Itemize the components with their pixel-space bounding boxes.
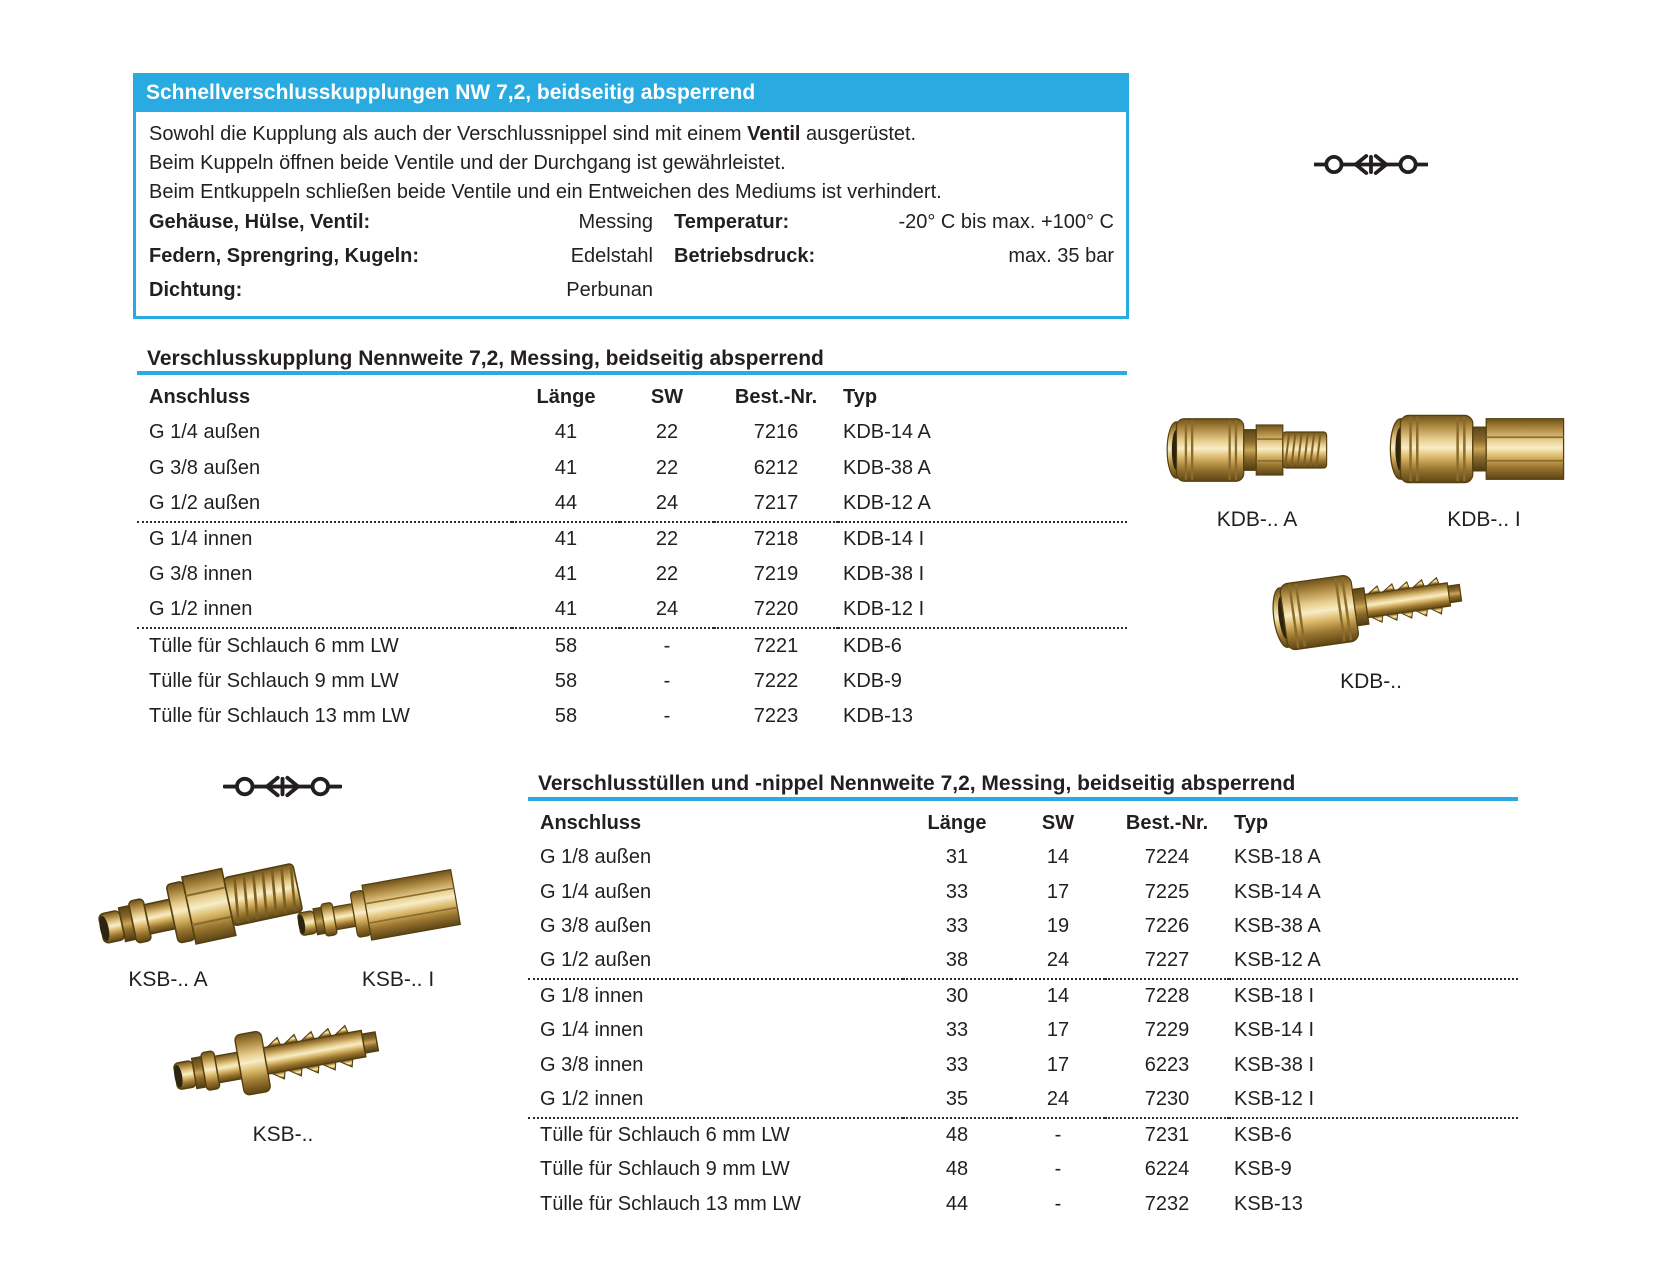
cell-sw: -: [663, 669, 671, 692]
cell-typ: KDB-12 I: [838, 593, 1127, 629]
column-header: Best.-Nr.: [734, 386, 818, 408]
cell-laenge: 44: [512, 486, 620, 522]
cell-bestnr: 7225: [1144, 880, 1190, 903]
cell-bestnr: 7230: [1105, 1083, 1229, 1118]
cell-sw: -: [1054, 1192, 1062, 1215]
cell-anschluss: Tülle für Schlauch 13 mm LW: [149, 705, 410, 728]
table-title: Verschlusstüllen und -nippel Nennweite 7,2, Messing, beidseitig absperrend: [538, 772, 1296, 795]
cell-anschluss: G 1/8 außen: [540, 845, 652, 868]
cell-laenge: 41: [554, 421, 578, 444]
column-header: Typ: [843, 386, 878, 408]
cell-laenge: 58: [554, 634, 578, 657]
table-row: [528, 909, 1518, 944]
cell-bestnr: 7217: [714, 486, 838, 522]
cell-anschluss: G 1/8 innen: [540, 985, 644, 1008]
cell-bestnr: 7226: [1144, 915, 1190, 938]
column-header: SW: [1041, 811, 1075, 834]
cell-typ: KSB-12 I: [1229, 1083, 1518, 1118]
cell-anschluss: Tülle für Schlauch 9 mm LW: [540, 1158, 790, 1181]
info-box: [133, 73, 1129, 319]
column-header: Länge: [927, 811, 987, 834]
cell-sw: 22: [655, 528, 679, 551]
description-text: ausgerüstet.: [800, 123, 917, 145]
cell-sw: 19: [1046, 915, 1070, 938]
cell-sw: 17: [1046, 880, 1070, 903]
cell-bestnr: 7221: [753, 634, 799, 657]
cell-anschluss: G 3/8 innen: [149, 563, 253, 586]
cell-sw: 24: [620, 593, 714, 629]
table-row: [137, 415, 1127, 451]
cell-bestnr: 7229: [1144, 1019, 1190, 1042]
spec-value: max. 35 bar: [1008, 245, 1114, 267]
cell-laenge: 44: [945, 1192, 969, 1215]
spec-row: [136, 245, 1126, 275]
cell-laenge: 33: [945, 915, 969, 938]
column-header: Typ: [1234, 811, 1269, 834]
cell-typ: KSB-6: [1234, 1123, 1292, 1146]
product-photo-kdb-a: [1164, 385, 1336, 520]
cell-typ: KSB-12 A: [1229, 944, 1518, 979]
table-row: [137, 699, 1127, 735]
table-row: [528, 1118, 1518, 1153]
cell-bestnr: 7219: [753, 563, 799, 586]
cell-anschluss: Tülle für Schlauch 6 mm LW: [149, 634, 399, 657]
table-row: [528, 1187, 1518, 1222]
table-row: [528, 1048, 1518, 1083]
cell-typ: KSB-38 I: [1234, 1053, 1315, 1076]
description-line-3: Beim Entkuppeln schließen beide Ventile und ein Entweichen des Mediums ist verhindert.: [149, 181, 942, 203]
cell-sw: 14: [1046, 845, 1070, 868]
table-row: [137, 486, 1127, 522]
cell-laenge: 41: [512, 593, 620, 629]
cell-anschluss: G 1/4 außen: [540, 880, 652, 903]
cell-bestnr: 6224: [1144, 1158, 1190, 1181]
cell-laenge: 30: [945, 985, 969, 1008]
column-header: Anschluss: [540, 811, 642, 834]
cell-typ: KDB-9: [843, 669, 902, 692]
ksb-table: [528, 806, 1518, 1222]
description-line-1: [149, 123, 916, 146]
description-bold: Ventil: [747, 123, 801, 145]
cell-laenge: 41: [554, 528, 578, 551]
cell-bestnr: 7223: [753, 705, 799, 728]
spec-row: [136, 279, 1126, 309]
cell-bestnr: 7216: [753, 421, 799, 444]
cell-typ: KSB-14 A: [1234, 880, 1321, 903]
cell-sw: 22: [655, 456, 679, 479]
column-header: SW: [650, 386, 684, 408]
cell-laenge: 58: [554, 669, 578, 692]
cell-sw: -: [1054, 1123, 1062, 1146]
spec-value: Messing: [578, 211, 653, 233]
spec-label: Federn, Sprengring, Kugeln:: [149, 245, 420, 267]
cell-bestnr: 7220: [714, 593, 838, 629]
description-line-2: Beim Kuppeln öffnen beide Ventile und der Durchgang ist gewährleistet.: [149, 152, 786, 174]
info-box-title: Schnellverschlusskupplungen NW 7,2, beidseitig absperrend: [133, 73, 1129, 112]
cell-laenge: 33: [945, 1019, 969, 1042]
photo-label-kdb: KDB-..: [1340, 670, 1402, 693]
cell-bestnr: 7222: [753, 669, 799, 692]
cell-laenge: 58: [554, 705, 578, 728]
cell-sw: 14: [1046, 985, 1070, 1008]
cell-laenge: 48: [945, 1123, 969, 1146]
spec-label: Dichtung:: [149, 279, 243, 301]
cell-sw: 22: [655, 421, 679, 444]
cell-bestnr: 6212: [753, 456, 799, 479]
title-rule: [528, 797, 1518, 801]
cell-typ: KDB-6: [843, 634, 902, 657]
table-row: [528, 1083, 1518, 1118]
product-photo-kdb-hose: [1263, 535, 1478, 682]
cell-laenge: 48: [945, 1158, 969, 1181]
table-row: [137, 451, 1127, 487]
photo-label-kdb-i: KDB-.. I: [1447, 508, 1521, 531]
column-header: Anschluss: [149, 386, 251, 408]
table-row: [137, 593, 1127, 629]
cell-laenge: 31: [945, 845, 969, 868]
cell-bestnr: 7218: [753, 528, 799, 551]
table-header-row: [528, 806, 1518, 840]
cell-bestnr: 7224: [1144, 845, 1190, 868]
cell-typ: KDB-38 A: [843, 456, 931, 479]
cell-bestnr: 7227: [1105, 944, 1229, 979]
cell-typ: KDB-14 A: [843, 421, 931, 444]
cell-anschluss: Tülle für Schlauch 6 mm LW: [540, 1123, 790, 1146]
table-row: [528, 944, 1518, 979]
cell-typ: KDB-12 A: [838, 486, 1127, 522]
photo-label-kdb-a: KDB-.. A: [1216, 508, 1298, 531]
cell-sw: -: [663, 705, 671, 728]
cell-typ: KSB-14 I: [1234, 1019, 1315, 1042]
cell-sw: 22: [655, 563, 679, 586]
cell-typ: KSB-13: [1234, 1192, 1303, 1215]
column-header: Länge: [536, 386, 596, 408]
cell-typ: KSB-38 A: [1234, 915, 1321, 938]
table-row: [528, 875, 1518, 910]
cell-laenge: 35: [903, 1083, 1011, 1118]
product-photo-ksb-hose: [157, 985, 412, 1135]
description-text: Sowohl die Kupplung als auch der Verschlussnippel sind mit einem: [149, 123, 748, 145]
cell-sw: 17: [1046, 1019, 1070, 1042]
cell-sw: 17: [1046, 1053, 1070, 1076]
photo-label-ksb-a: KSB-.. A: [128, 968, 208, 991]
table-row: [137, 628, 1127, 664]
coupling-symbol-icon: [1314, 149, 1428, 180]
cell-anschluss: Tülle für Schlauch 13 mm LW: [540, 1192, 801, 1215]
cell-laenge: 33: [945, 880, 969, 903]
cell-anschluss: G 1/2 außen: [528, 944, 903, 979]
table-row: [528, 979, 1518, 1014]
spec-value: Edelstahl: [570, 245, 653, 267]
cell-laenge: 33: [945, 1053, 969, 1076]
photo-label-ksb-i: KSB-.. I: [361, 968, 435, 991]
spec-label: Temperatur:: [674, 211, 790, 233]
table-title: Verschlusskupplung Nennweite 7,2, Messing, beidseitig absperrend: [147, 347, 824, 370]
cell-anschluss: G 1/2 innen: [528, 1083, 903, 1118]
cell-laenge: 41: [554, 563, 578, 586]
spec-value: -20° C bis max. +100° C: [898, 211, 1114, 233]
cell-sw: -: [663, 634, 671, 657]
spec-label: Betriebsdruck:: [674, 245, 816, 267]
cell-anschluss: G 1/4 innen: [149, 528, 253, 551]
table-row: [528, 1013, 1518, 1048]
cell-typ: KSB-18 A: [1234, 845, 1321, 868]
table-row: [137, 557, 1127, 593]
cell-anschluss: G 1/2 außen: [137, 486, 512, 522]
photo-label-ksb: KSB-..: [252, 1123, 314, 1146]
product-photo-kdb-i: [1387, 383, 1572, 520]
coupling-symbol-icon: [223, 771, 342, 802]
cell-bestnr: 6223: [1144, 1053, 1190, 1076]
cell-bestnr: 7232: [1144, 1192, 1190, 1215]
cell-typ: KDB-13: [843, 705, 914, 728]
cell-typ: KDB-38 I: [843, 563, 925, 586]
cell-bestnr: 7228: [1144, 985, 1190, 1008]
cell-typ: KSB-18 I: [1234, 985, 1315, 1008]
table-row: [528, 1152, 1518, 1187]
table-header-row: [137, 380, 1127, 415]
kdb-table: [137, 380, 1127, 735]
column-header: Best.-Nr.: [1125, 811, 1209, 834]
cell-anschluss: G 1/4 außen: [149, 421, 261, 444]
cell-sw: 24: [1011, 1083, 1105, 1118]
cell-anschluss: G 3/8 innen: [540, 1053, 644, 1076]
cell-sw: 24: [620, 486, 714, 522]
cell-anschluss: Tülle für Schlauch 9 mm LW: [149, 669, 399, 692]
cell-bestnr: 7231: [1144, 1123, 1190, 1146]
table-row: [137, 664, 1127, 700]
table-row: [528, 840, 1518, 875]
cell-anschluss: G 1/4 innen: [540, 1019, 644, 1042]
cell-typ: KDB-14 I: [843, 528, 925, 551]
table-row: [137, 522, 1127, 558]
spec-label: Gehäuse, Hülse, Ventil:: [149, 211, 371, 233]
cell-anschluss: G 3/8 außen: [149, 456, 261, 479]
spec-value: Perbunan: [566, 279, 653, 301]
cell-sw: 24: [1011, 944, 1105, 979]
cell-anschluss: G 3/8 außen: [540, 915, 652, 938]
cell-laenge: 41: [554, 456, 578, 479]
title-rule: [137, 371, 1127, 375]
cell-typ: KSB-9: [1234, 1158, 1292, 1181]
cell-sw: -: [1054, 1158, 1062, 1181]
spec-row: [136, 211, 1126, 241]
cell-anschluss: G 1/2 innen: [137, 593, 512, 629]
cell-laenge: 38: [903, 944, 1011, 979]
